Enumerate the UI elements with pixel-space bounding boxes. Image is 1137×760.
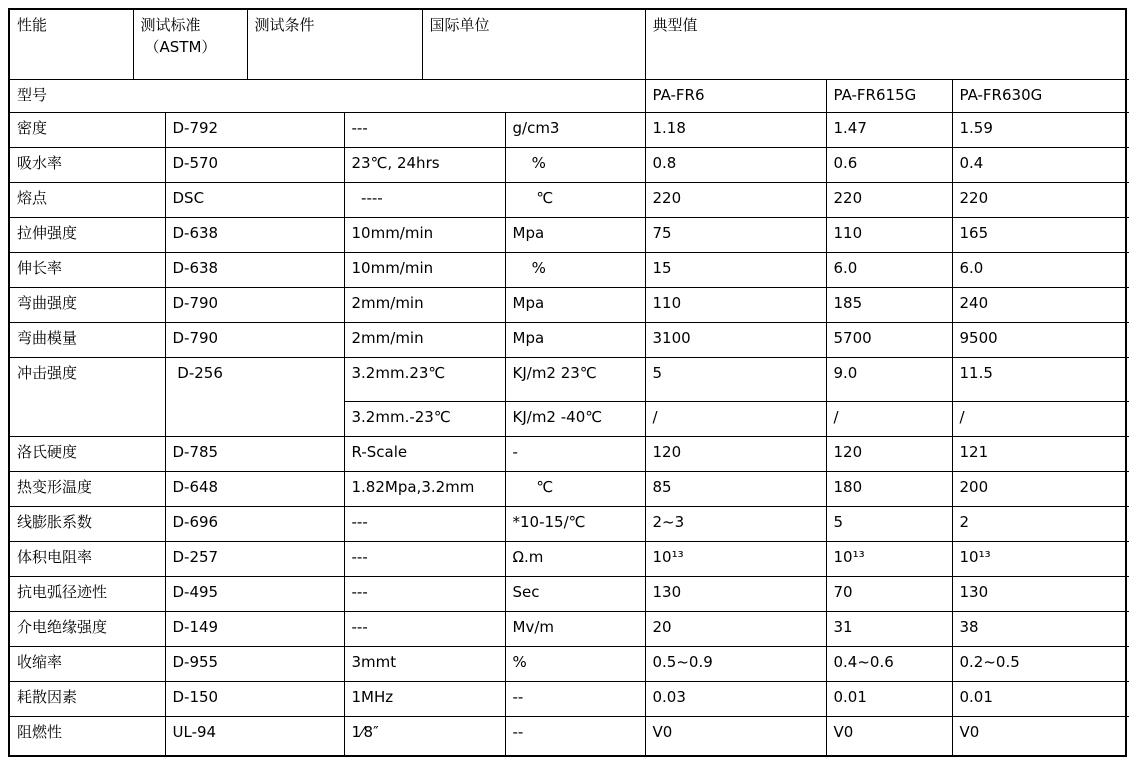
value-cell-pa-fr615g: 0.01 <box>826 682 952 717</box>
property-cell: 弯曲强度 <box>10 288 165 323</box>
value-cell-pa-fr630g: 38 <box>952 612 1129 647</box>
value-cell-pa-fr630g: 2 <box>952 507 1129 542</box>
condition-cell: 3.2mm.-23℃ <box>344 402 505 437</box>
standard-cell: D-792 <box>165 113 344 148</box>
unit-cell: KJ/m2 -40℃ <box>505 402 645 437</box>
value-cell-pa-fr630g: 220 <box>952 183 1129 218</box>
standard-cell: D-149 <box>165 612 344 647</box>
table-row <box>10 542 1129 577</box>
property-cell: 体积电阻率 <box>10 542 165 577</box>
property-cell: 耗散因素 <box>10 682 165 717</box>
condition-cell: --- <box>344 113 505 148</box>
unit-cell: - <box>505 437 645 472</box>
unit-cell: ℃ <box>505 472 645 507</box>
column-header-property: 性能 <box>10 10 133 79</box>
unit-cell: Sec <box>505 577 645 612</box>
value-cell-pa-fr6: 220 <box>645 183 826 218</box>
unit-cell: Mpa <box>505 288 645 323</box>
unit-cell: KJ/m2 23℃ <box>505 358 645 402</box>
model-header-pa-fr630g: PA-FR630G <box>952 79 1129 112</box>
model-header-pa-fr615g: PA-FR615G <box>826 79 952 112</box>
property-cell: 热变形温度 <box>10 472 165 507</box>
standard-cell: D-570 <box>165 148 344 183</box>
value-cell-pa-fr630g: 11.5 <box>952 358 1129 402</box>
standard-cell: D-790 <box>165 288 344 323</box>
table-row <box>10 288 1129 323</box>
value-cell-pa-fr630g: 0.01 <box>952 682 1129 717</box>
unit-cell: *10-15/℃ <box>505 507 645 542</box>
unit-cell: Mpa <box>505 323 645 358</box>
table-row <box>10 218 1129 253</box>
unit-cell: % <box>505 148 645 183</box>
condition-cell: --- <box>344 542 505 577</box>
property-cell: 熔点 <box>10 183 165 218</box>
value-cell-pa-fr615g: 110 <box>826 218 952 253</box>
table-row <box>10 113 1129 148</box>
value-cell-pa-fr615g: 1.47 <box>826 113 952 148</box>
value-cell-pa-fr6: / <box>645 402 826 437</box>
value-cell-pa-fr615g: 31 <box>826 612 952 647</box>
value-cell-pa-fr615g: 9.0 <box>826 358 952 402</box>
condition-cell: 1⁄8″ <box>344 717 505 755</box>
value-cell-pa-fr6: 0.5~0.9 <box>645 647 826 682</box>
standard-cell: DSC <box>165 183 344 218</box>
condition-cell: 3mmt <box>344 647 505 682</box>
condition-cell: 2mm/min <box>344 323 505 358</box>
property-cell: 拉伸强度 <box>10 218 165 253</box>
table-row <box>10 148 1129 183</box>
property-cell: 阻燃性 <box>10 717 165 755</box>
value-cell-pa-fr615g: 0.4~0.6 <box>826 647 952 682</box>
column-header-standard <box>133 10 247 79</box>
value-cell-pa-fr615g: 120 <box>826 437 952 472</box>
value-cell-pa-fr6: 15 <box>645 253 826 288</box>
property-cell: 洛氏硬度 <box>10 437 165 472</box>
condition-cell: --- <box>344 507 505 542</box>
column-header-typical: 典型值 <box>645 10 1129 79</box>
standard-cell: D-638 <box>165 218 344 253</box>
table-row <box>10 253 1129 288</box>
value-cell-pa-fr6: 110 <box>645 288 826 323</box>
unit-cell: -- <box>505 682 645 717</box>
table-row <box>10 183 1129 218</box>
table-body <box>10 113 1129 755</box>
value-cell-pa-fr630g: 130 <box>952 577 1129 612</box>
value-cell-pa-fr630g: 240 <box>952 288 1129 323</box>
table-row <box>10 682 1129 717</box>
value-cell-pa-fr6: 120 <box>645 437 826 472</box>
column-header-standard-line1: 测试标准 <box>140 16 201 34</box>
condition-cell: 10mm/min <box>344 253 505 288</box>
property-cell: 介电绝缘强度 <box>10 612 165 647</box>
header-row <box>10 10 1129 79</box>
value-cell-pa-fr6: 0.8 <box>645 148 826 183</box>
value-cell-pa-fr6: 75 <box>645 218 826 253</box>
standard-cell: D-785 <box>165 437 344 472</box>
condition-cell: 1.82Mpa,3.2mm <box>344 472 505 507</box>
unit-cell: % <box>505 253 645 288</box>
property-cell: 密度 <box>10 113 165 148</box>
model-row <box>10 79 1129 112</box>
value-cell-pa-fr615g: 0.6 <box>826 148 952 183</box>
value-cell-pa-fr615g: 5 <box>826 507 952 542</box>
table-row <box>10 358 1129 402</box>
value-cell-pa-fr6: V0 <box>645 717 826 755</box>
condition-cell: 10mm/min <box>344 218 505 253</box>
table-row <box>10 577 1129 612</box>
standard-cell: D-696 <box>165 507 344 542</box>
unit-cell: % <box>505 647 645 682</box>
standard-cell: D-648 <box>165 472 344 507</box>
column-header-unit: 国际单位 <box>422 10 645 79</box>
value-cell-pa-fr6: 5 <box>645 358 826 402</box>
value-cell-pa-fr630g: 6.0 <box>952 253 1129 288</box>
model-header-pa-fr6: PA-FR6 <box>645 79 826 112</box>
condition-cell: 23℃, 24hrs <box>344 148 505 183</box>
property-cell: 伸长率 <box>10 253 165 288</box>
property-cell: 吸水率 <box>10 148 165 183</box>
standard-cell: D-638 <box>165 253 344 288</box>
column-header-condition: 测试条件 <box>247 10 422 79</box>
unit-cell: Mpa <box>505 218 645 253</box>
standard-cell: D-495 <box>165 577 344 612</box>
value-cell-pa-fr615g: 10¹³ <box>826 542 952 577</box>
unit-cell: g/cm3 <box>505 113 645 148</box>
standard-cell: D-790 <box>165 323 344 358</box>
table-row <box>10 323 1129 358</box>
standard-cell: D-150 <box>165 682 344 717</box>
column-header-standard-line2: （ASTM） <box>144 37 217 56</box>
property-cell: 线膨胀系数 <box>10 507 165 542</box>
value-cell-pa-fr630g: 121 <box>952 437 1129 472</box>
condition-cell: --- <box>344 612 505 647</box>
value-cell-pa-fr6: 1.18 <box>645 113 826 148</box>
value-cell-pa-fr615g: 180 <box>826 472 952 507</box>
table-row <box>10 507 1129 542</box>
condition-cell: ---- <box>344 183 505 218</box>
value-cell-pa-fr630g: V0 <box>959 723 980 741</box>
value-cell-pa-fr6: 3100 <box>645 323 826 358</box>
condition-cell: --- <box>344 577 505 612</box>
table-header <box>10 10 1129 113</box>
property-cell: 抗电弧径迹性 <box>10 577 165 612</box>
value-cell-pa-fr615g: / <box>826 402 952 437</box>
unit-cell: -- <box>505 717 645 755</box>
unit-cell: ℃ <box>505 183 645 218</box>
table-row <box>10 647 1129 682</box>
value-cell-pa-fr6: 130 <box>645 577 826 612</box>
value-cell-pa-fr615g: 220 <box>826 183 952 218</box>
value-cell-pa-fr630g: / <box>952 402 1129 437</box>
condition-cell: R-Scale <box>344 437 505 472</box>
condition-cell: 3.2mm.23℃ <box>344 358 505 402</box>
property-cell: 弯曲模量 <box>10 323 165 358</box>
value-cell-pa-fr630g: 165 <box>952 218 1129 253</box>
value-cell-pa-fr615g: V0 <box>826 717 952 755</box>
value-cell-pa-fr630g: 9500 <box>952 323 1129 358</box>
property-cell: 收缩率 <box>10 647 165 682</box>
table-row <box>10 437 1129 472</box>
value-cell-pa-fr615g: 6.0 <box>826 253 952 288</box>
property-cell: 冲击强度 <box>10 358 165 437</box>
value-cell-pa-fr6: 2~3 <box>645 507 826 542</box>
value-cell-pa-fr630g: 1.59 <box>952 113 1129 148</box>
unit-cell: Mv/m <box>505 612 645 647</box>
standard-cell: UL-94 <box>165 717 344 755</box>
unit-cell: Ω.m <box>505 542 645 577</box>
table-row <box>10 717 1129 755</box>
condition-cell: 2mm/min <box>344 288 505 323</box>
value-cell-pa-fr630g: 10¹³ <box>952 542 1129 577</box>
standard-cell: D-955 <box>165 647 344 682</box>
value-cell-pa-fr615g: 185 <box>826 288 952 323</box>
value-cell-pa-fr6: 0.03 <box>645 682 826 717</box>
material-properties-table <box>8 8 1127 757</box>
value-cell-pa-fr6: 85 <box>645 472 826 507</box>
value-cell-pa-fr630g: 0.4 <box>952 148 1129 183</box>
standard-cell: D-256 <box>165 358 344 437</box>
value-cell-pa-fr630g: 0.2~0.5 <box>952 647 1129 682</box>
table-row <box>10 612 1129 647</box>
value-cell-pa-fr6: 20 <box>645 612 826 647</box>
value-cell-pa-fr630g: 200 <box>952 472 1129 507</box>
value-cell-pa-fr615g: 70 <box>826 577 952 612</box>
table-row <box>10 472 1129 507</box>
value-cell-pa-fr6: 10¹³ <box>645 542 826 577</box>
standard-cell: D-257 <box>165 542 344 577</box>
model-row-label: 型号 <box>10 79 645 112</box>
condition-cell: 1MHz <box>344 682 505 717</box>
value-cell-pa-fr615g: 5700 <box>826 323 952 358</box>
